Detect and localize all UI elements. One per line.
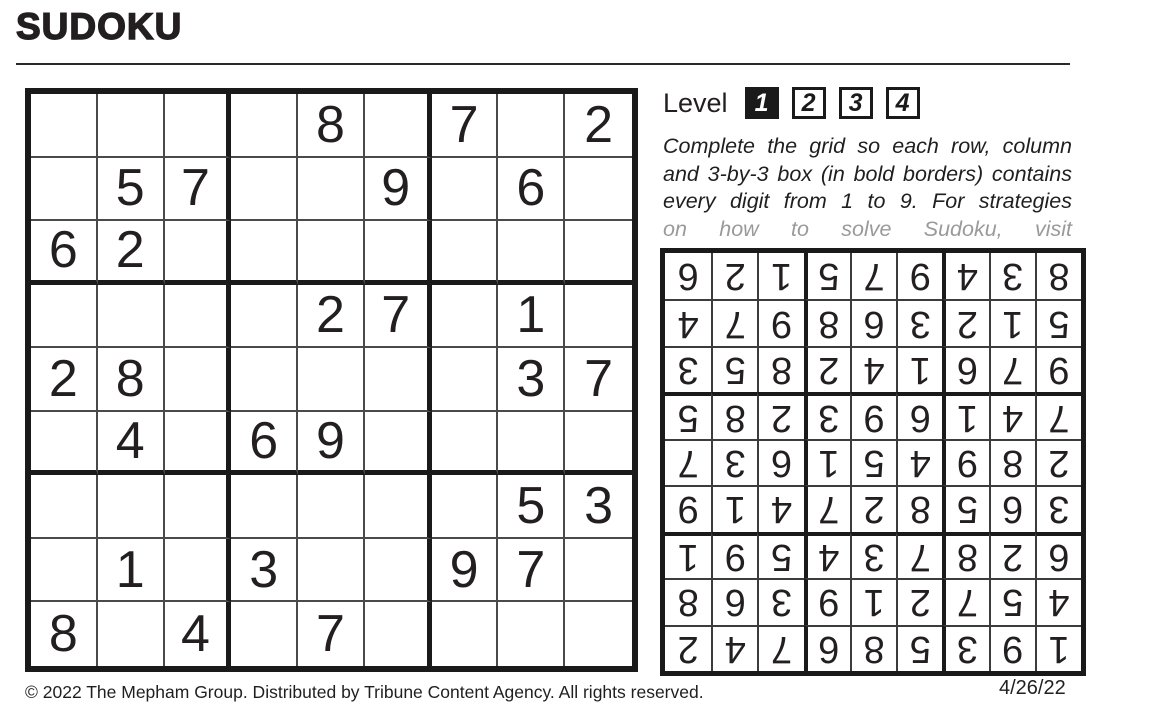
puzzle-cell-r7c3[interactable] (165, 475, 232, 539)
puzzle-cell-r9c6[interactable] (365, 602, 432, 666)
puzzle-cell-r5c8[interactable]: 3 (498, 348, 565, 412)
puzzle-cell-r2c2[interactable]: 5 (98, 158, 165, 222)
puzzle-cell-r1c3[interactable] (165, 94, 232, 158)
puzzle-cell-r8c5[interactable] (298, 539, 365, 603)
solution-cell-r2c7: 3 (757, 578, 803, 624)
solution-cell-r5c7: 6 (757, 439, 803, 485)
solution-cell-r1c2: 9 (989, 625, 1035, 671)
puzzle-cell-r4c2[interactable] (98, 285, 165, 349)
puzzle-cell-r7c4[interactable] (231, 475, 298, 539)
solution-cell-r4c9: 9 (665, 485, 711, 531)
puzzle-cell-r7c2[interactable] (98, 475, 165, 539)
solution-cell-r7c8: 5 (711, 346, 757, 392)
solution-cell-r4c3: 5 (942, 485, 988, 531)
solution-cell-r7c5: 4 (850, 346, 896, 392)
solution-cell-r8c9: 4 (665, 299, 711, 345)
puzzle-cell-r8c9[interactable] (565, 539, 632, 603)
solution-cell-r1c9: 2 (665, 625, 711, 671)
solution-cell-r3c5: 3 (850, 532, 896, 578)
solution-cell-r3c1: 6 (1035, 532, 1081, 578)
solution-cell-r4c5: 2 (850, 485, 896, 531)
puzzle-cell-r1c8[interactable] (498, 94, 565, 158)
puzzle-cell-r4c6[interactable]: 7 (365, 285, 432, 349)
puzzle-cell-r5c2[interactable]: 8 (98, 348, 165, 412)
solution-cell-r2c8: 6 (711, 578, 757, 624)
puzzle-cell-r3c7[interactable] (432, 221, 499, 285)
puzzle-cell-r6c1[interactable] (31, 412, 98, 476)
solution-cell-r3c7: 5 (757, 532, 803, 578)
solution-cell-r5c1: 2 (1035, 439, 1081, 485)
puzzle-cell-r1c9[interactable]: 2 (565, 94, 632, 158)
instructions-line-3: every digit from 1 to 9. For strategies (663, 189, 1072, 213)
puzzle-cell-r2c6[interactable]: 9 (365, 158, 432, 222)
solution-cell-r3c3: 8 (942, 532, 988, 578)
solution-cell-r2c9: 8 (665, 578, 711, 624)
solution-cell-r6c1: 7 (1035, 392, 1081, 438)
solution-cell-r9c2: 3 (989, 253, 1035, 299)
solution-cell-r5c3: 9 (942, 439, 988, 485)
title-rule (16, 63, 1070, 65)
solution-cell-r2c1: 4 (1035, 578, 1081, 624)
level-selector (663, 86, 933, 120)
solution-cell-r1c4: 5 (896, 625, 942, 671)
puzzle-cell-r5c9[interactable]: 7 (565, 348, 632, 412)
solution-cell-r7c7: 8 (757, 346, 803, 392)
solution-cell-r9c6: 5 (804, 253, 850, 299)
puzzle-cell-r7c5[interactable] (298, 475, 365, 539)
puzzle-cell-r2c3[interactable]: 7 (165, 158, 232, 222)
solution-cell-r5c4: 4 (896, 439, 942, 485)
puzzle-cell-r3c3[interactable] (165, 221, 232, 285)
puzzle-cell-r3c6[interactable] (365, 221, 432, 285)
solution-cell-r4c8: 1 (711, 485, 757, 531)
solution-cell-r6c6: 3 (804, 392, 850, 438)
solution-cell-r3c9: 1 (665, 532, 711, 578)
solution-cell-r3c6: 4 (804, 532, 850, 578)
instructions-line-1: Complete the grid so each row, column (663, 134, 1072, 158)
puzzle-cell-r9c1[interactable]: 8 (31, 602, 98, 666)
puzzle-cell-r5c3[interactable] (165, 348, 232, 412)
solution-cell-r6c4: 6 (896, 392, 942, 438)
instructions (663, 133, 1072, 241)
solution-cell-r5c2: 8 (989, 439, 1035, 485)
puzzle-cell-r5c6[interactable] (365, 348, 432, 412)
solution-cell-r1c3: 3 (942, 625, 988, 671)
puzzle-cell-r1c2[interactable] (98, 94, 165, 158)
page-title: SUDOKU (16, 6, 183, 47)
puzzle-cell-r7c9[interactable]: 3 (565, 475, 632, 539)
puzzle-date: 4/26/22 (999, 677, 1066, 699)
solution-cell-r2c4: 2 (896, 578, 942, 624)
puzzle-cell-r9c5[interactable]: 7 (298, 602, 365, 666)
solution-cell-r6c3: 1 (942, 392, 988, 438)
puzzle-cell-r6c2[interactable]: 4 (98, 412, 165, 476)
puzzle-cell-r7c8[interactable]: 5 (498, 475, 565, 539)
puzzle-cell-r8c6[interactable] (365, 539, 432, 603)
solution-cell-r5c5: 5 (850, 439, 896, 485)
solution-cell-r7c6: 2 (804, 346, 850, 392)
solution-cell-r9c1: 8 (1035, 253, 1081, 299)
puzzle-cell-r2c5[interactable] (298, 158, 365, 222)
puzzle-cell-r6c3[interactable] (165, 412, 232, 476)
solution-cell-r2c3: 7 (942, 578, 988, 624)
puzzle-cell-r7c1[interactable] (31, 475, 98, 539)
instructions-line-2: and 3-by-3 box (in bold borders) contains (663, 161, 1072, 186)
puzzle-cell-r1c4[interactable] (231, 94, 298, 158)
puzzle-cell-r5c7[interactable] (432, 348, 499, 412)
solution-cell-r8c5: 6 (850, 299, 896, 345)
puzzle-cell-r7c6[interactable] (365, 475, 432, 539)
solution-cell-r1c1: 1 (1035, 625, 1081, 671)
puzzle-cell-r4c1[interactable] (31, 285, 98, 349)
puzzle-cell-r6c9[interactable] (565, 412, 632, 476)
solution-cell-r9c4: 9 (896, 253, 942, 299)
level-label: Level (663, 87, 728, 118)
solution-cell-r2c5: 1 (850, 578, 896, 624)
puzzle-cell-r8c3[interactable] (165, 539, 232, 603)
solution-cell-r4c1: 3 (1035, 485, 1081, 531)
puzzle-cell-r7c7[interactable] (432, 475, 499, 539)
solution-cell-r8c1: 5 (1035, 299, 1081, 345)
puzzle-cell-r8c1[interactable] (31, 539, 98, 603)
puzzle-cell-r6c5[interactable]: 9 (298, 412, 365, 476)
puzzle-cell-r3c2[interactable]: 2 (98, 221, 165, 285)
solution-cell-r8c6: 8 (804, 299, 850, 345)
puzzle-cell-r4c4[interactable] (231, 285, 298, 349)
puzzle-cell-r1c5[interactable]: 8 (298, 94, 365, 158)
solution-cell-r1c8: 4 (711, 625, 757, 671)
puzzle-cell-r1c7[interactable]: 7 (432, 94, 499, 158)
solution-cell-r3c2: 2 (989, 532, 1035, 578)
puzzle-cell-r4c3[interactable] (165, 285, 232, 349)
solution-cell-r8c4: 3 (896, 299, 942, 345)
solution-cell-r7c1: 9 (1035, 346, 1081, 392)
solution-cell-r8c2: 1 (989, 299, 1035, 345)
puzzle-cell-r4c5[interactable]: 2 (298, 285, 365, 349)
solution-cell-r9c5: 7 (850, 253, 896, 299)
puzzle-cell-r9c9[interactable] (565, 602, 632, 666)
solution-cell-r2c2: 5 (989, 578, 1035, 624)
puzzle-cell-r6c4[interactable]: 6 (231, 412, 298, 476)
instructions-line-4: on how to solve Sudoku, visit (663, 216, 1072, 241)
level-4-box[interactable]: 4 (886, 87, 920, 119)
solution-cell-r7c4: 1 (896, 346, 942, 392)
level-2-box[interactable]: 2 (792, 87, 826, 119)
solution-cell-r8c7: 9 (757, 299, 803, 345)
puzzle-cell-r6c7[interactable] (432, 412, 499, 476)
level-3-box[interactable]: 3 (839, 87, 873, 119)
solution-cell-r7c2: 7 (989, 346, 1035, 392)
puzzle-cell-r8c8[interactable]: 7 (498, 539, 565, 603)
solution-cell-r5c9: 7 (665, 439, 711, 485)
puzzle-cell-r2c8[interactable]: 6 (498, 158, 565, 222)
solution-cell-r4c2: 6 (989, 485, 1035, 531)
puzzle-cell-r3c1[interactable]: 6 (31, 221, 98, 285)
puzzle-cell-r4c7[interactable] (432, 285, 499, 349)
puzzle-grid (25, 88, 638, 672)
puzzle-cell-r8c4[interactable]: 3 (231, 539, 298, 603)
puzzle-cell-r9c7[interactable] (432, 602, 499, 666)
puzzle-cell-r6c8[interactable] (498, 412, 565, 476)
puzzle-cell-r9c2[interactable] (98, 602, 165, 666)
solution-cell-r8c3: 2 (942, 299, 988, 345)
solution-cell-r1c6: 6 (804, 625, 850, 671)
solution-cell-r1c5: 8 (850, 625, 896, 671)
puzzle-cell-r6c6[interactable] (365, 412, 432, 476)
solution-cell-r5c6: 1 (804, 439, 850, 485)
solution-cell-r6c8: 8 (711, 392, 757, 438)
solution-cell-r9c3: 4 (942, 253, 988, 299)
solution-cell-r9c9: 6 (677, 255, 699, 298)
puzzle-cell-r3c8[interactable] (498, 221, 565, 285)
puzzle-cell-r8c2[interactable]: 1 (98, 539, 165, 603)
solution-cell-r6c9: 5 (665, 392, 711, 438)
puzzle-cell-r1c6[interactable] (365, 94, 432, 158)
puzzle-cell-r4c8[interactable]: 1 (498, 285, 565, 349)
copyright-text: © 2022 The Mepham Group. Distributed by Tribune Content Agency. All rights reserved. (25, 682, 704, 702)
solution-cell-r8c8: 7 (711, 299, 757, 345)
solution-cell-r7c9: 3 (665, 346, 711, 392)
puzzle-cell-r2c9[interactable] (565, 158, 632, 222)
puzzle-cell-r9c3[interactable]: 4 (165, 602, 232, 666)
solution-cell-r6c2: 4 (989, 392, 1035, 438)
puzzle-cell-r2c7[interactable] (432, 158, 499, 222)
puzzle-cell-r9c8[interactable] (498, 602, 565, 666)
puzzle-cell-r8c7[interactable]: 9 (432, 539, 499, 603)
solution-grid (660, 248, 1086, 676)
puzzle-cell-r5c1[interactable]: 2 (31, 348, 98, 412)
solution-cell-r1c7: 7 (757, 625, 803, 671)
solution-cell-r3c4: 7 (896, 532, 942, 578)
solution-cell-r2c6: 9 (804, 578, 850, 624)
puzzle-cell-r1c1[interactable] (31, 94, 98, 158)
puzzle-cell-r4c9[interactable] (565, 285, 632, 349)
puzzle-cell-r5c4[interactable] (231, 348, 298, 412)
solution-cell-r6c5: 9 (850, 392, 896, 438)
puzzle-cell-r3c4[interactable] (231, 221, 298, 285)
level-1-box[interactable]: 1 (745, 87, 779, 119)
solution-cell-r5c8: 3 (711, 439, 757, 485)
puzzle-cell-r3c9[interactable] (565, 221, 632, 285)
solution-cell-r4c7: 4 (757, 485, 803, 531)
solution-cell-r4c6: 7 (804, 485, 850, 531)
solution-cell-r4c4: 8 (896, 485, 942, 531)
solution-cell-r9c7: 1 (757, 253, 803, 299)
puzzle-cell-r2c1[interactable] (31, 158, 98, 222)
puzzle-cell-r3c5[interactable] (298, 221, 365, 285)
solution-cell-r3c8: 9 (711, 532, 757, 578)
puzzle-cell-r9c4[interactable] (231, 602, 298, 666)
puzzle-cell-r2c4[interactable] (231, 158, 298, 222)
level-boxes (745, 87, 933, 119)
puzzle-cell-r5c5[interactable] (298, 348, 365, 412)
solution-cell-r9c8: 2 (711, 253, 757, 299)
solution-cell-r7c3: 6 (942, 346, 988, 392)
solution-cell-r6c7: 2 (757, 392, 803, 438)
